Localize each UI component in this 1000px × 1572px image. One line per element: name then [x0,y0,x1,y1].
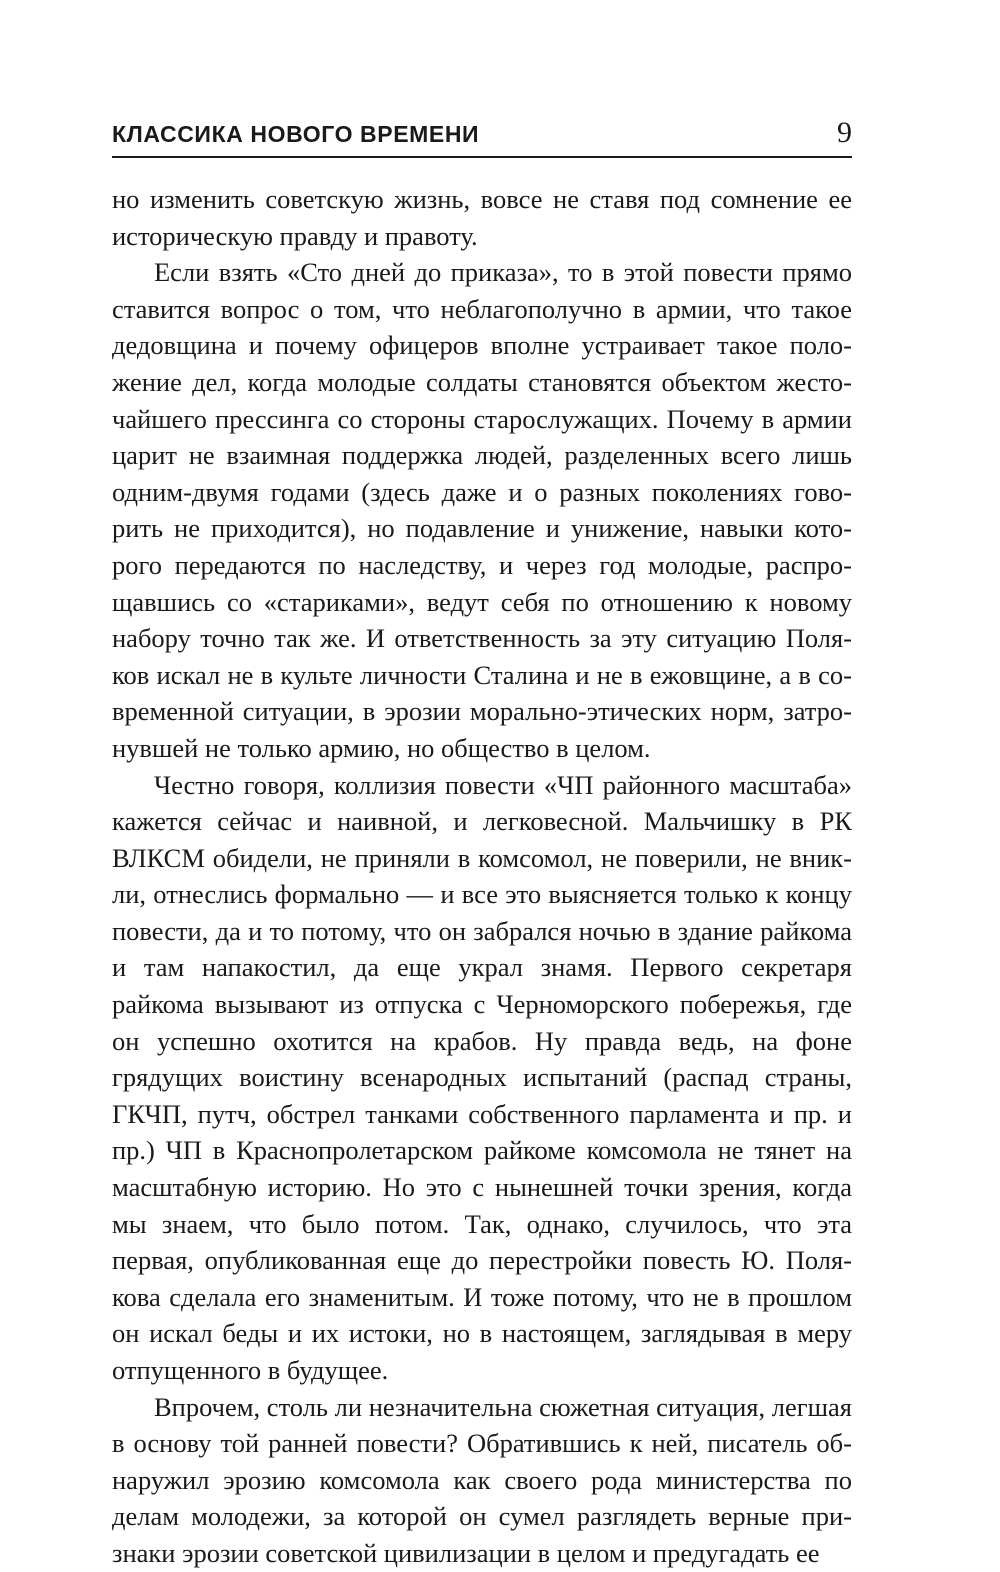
page-number: 9 [837,116,852,149]
paragraph: Честно говоря, коллизия повести «ЧП районного масштаба» кажется сейчас и наивной, и легковесной. Мальчишку в РК ВЛКСМ обидели, не приняли в комсомол, не поверили, не вникли, отнеслись формально — и все это выясняется только к концу повести, да и то потому, что он забрался ночью в здание райкома и там напакостил, да еще украл знамя. Первого секретаря райкома вызывают из отпуска с Черноморского побережья, где он успешно охотится на крабов. Ну правда ведь, на фоне грядущих воистину всенародных испытаний (распад страны, ГКЧП, путч, обстрел танками собственного парламента и пр. и пр.) ЧП в Краснопролетарском райкоме комсомола не тянет на масштабную историю. Но это с нынешней точки зрения, когда мы знаем, что было потом. Так, однако, случилось, что эта первая, опубликованная еще до перестройки повесть Ю. Полякова сделала его знаменитым. И тоже потому, что не в прошлом он искал беды и их истоки, но в настоящем, заглядывая в меру отпущенного в будущее. [112,769,852,1385]
paragraph-continuation: но изменить советскую жизнь, вовсе не ставя под сомнение ее историческую правду и правоту. [112,184,852,251]
paragraph: Впрочем, столь ли незначительна сюжетная ситуация, легшая в основу той ранней повести? Обратившись к ней, писатель обнаружил эрозию комсомола как своего рода министерства по делам молодежи, за которой он сумел разглядеть верные признаки эрозии советской цивилизации в целом и предугадать ее [112,1391,852,1568]
running-title: КЛАССИКА НОВОГО ВРЕМЕНИ [112,121,480,147]
body-text [112,181,852,1572]
running-header [112,112,852,158]
paragraph: Если взять «Сто дней до приказа», то в этой повести прямо ставится вопрос о том, что неблагополучно в армии, что такое дедовщина и почему офицеров вполне устраивает такое положение дел, когда молодые солдаты становятся объектом жесточайшего прессинга со стороны старослужащих. Почему в армии царит не взаимная поддержка людей, разделенных всего лишь одним-двумя годами (здесь даже и о разных поколениях говорить не приходится), но подавление и унижение, навыки которого передаются по наследству, и через год молодые, распрощавшись со «стариками», ведут себя по отношению к новому набору точно так же. И ответственность за эту ситуацию Поляков искал не в культе личности Сталина и не в ежовщине, а в современной ситуации, в эрозии морально-этических норм, затронувшей не только армию, но общество в целом. [112,257,852,763]
